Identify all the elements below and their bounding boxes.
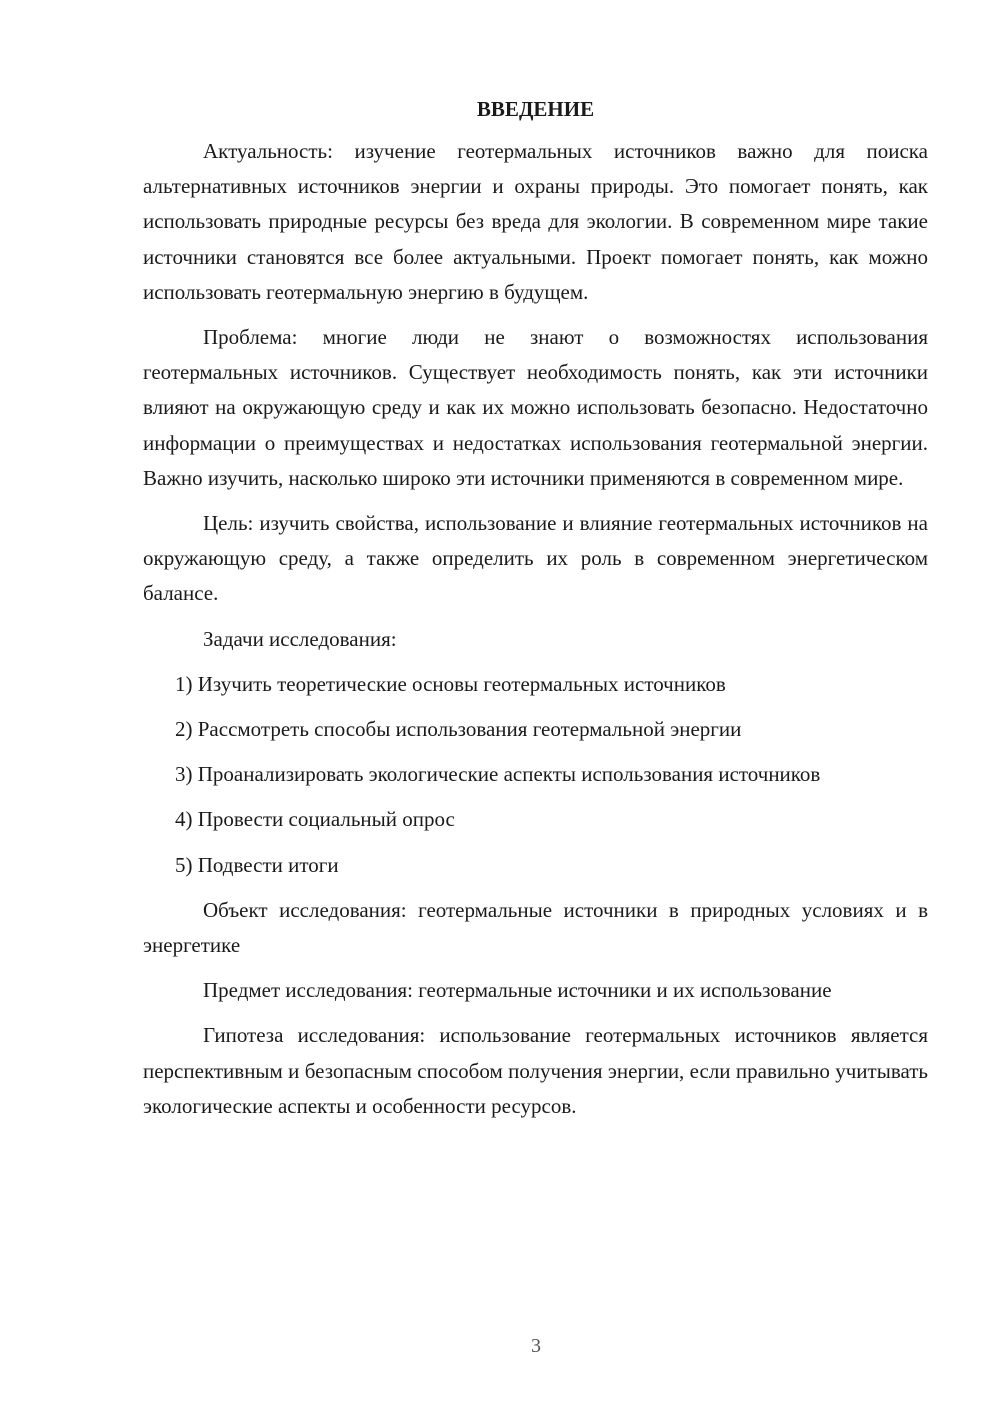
- document-page: [143, 92, 928, 1134]
- task-item-2: 2) Рассмотреть способы использования геотермальной энергии: [175, 717, 742, 742]
- task-item-3: 3) Проанализировать экологические аспекты использования источников: [175, 762, 821, 787]
- task-item-1: 1) Изучить теоретические основы геотермальных источников: [175, 671, 726, 696]
- paragraph-object: Объект исследования: геотермальные источники в природных условиях и в энергетике: [143, 897, 928, 958]
- paragraph-problem: Проблема: многие люди не знают о возможностях использования геотермальных источников. Существует необходимость понять, как эти источники влияют на окружающую среду и как их можно использовать безопасно. Недостаточно информации о преимуществах и недостатках использования геотермальной энергии. Важно изучить, насколько широко эти источники применяются в современном мире.: [143, 325, 928, 490]
- tasks-heading: Задачи исследования:: [203, 626, 397, 651]
- task-item-4: 4) Провести социальный опрос: [175, 807, 455, 832]
- paragraph-subject: Предмет исследования: геотермальные источники и их использование: [203, 978, 832, 1003]
- paragraph-hypothesis: Гипотеза исследования: использование геотермальных источников является перспективным и безопасным способом получения энергии, если правильно учитывать экологические аспекты и особенности ресурсов.: [143, 1023, 928, 1118]
- page-number: 3: [531, 1335, 541, 1357]
- task-item-5: 5) Подвести итоги: [175, 852, 339, 877]
- page-title: ВВЕДЕНИЕ: [476, 97, 595, 121]
- paragraph-goal: Цель: изучить свойства, использование и влияние геотермальных источников на окружающую среду, а также определить их роль в современном энергетическом балансе.: [143, 511, 928, 606]
- paragraph-relevance: Актуальность: изучение геотермальных источников важно для поиска альтернативных источников энергии и охраны природы. Это помогает понять, как использовать природные ресурсы без вреда для экологии. В современном мире такие источники становятся все более актуальными. Проект помогает понять, как можно использовать геотермальную энергию в будущем.: [143, 139, 928, 304]
